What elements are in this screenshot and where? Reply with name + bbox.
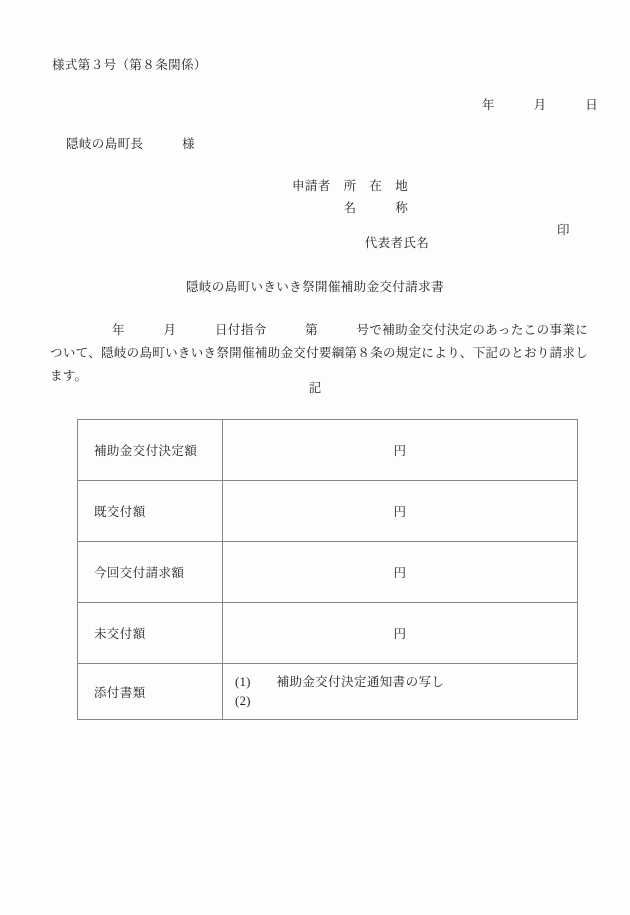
row-label-already-paid-amount: 既交付額 xyxy=(78,481,223,542)
row-label-current-claim-amount: 今回交付請求額 xyxy=(78,542,223,603)
row-value-already-paid-amount[interactable]: 円 xyxy=(223,481,578,542)
row-value-grant-decision-amount[interactable]: 円 xyxy=(223,420,578,481)
row-label-grant-decision-amount: 補助金交付決定額 xyxy=(78,420,223,481)
body-paragraph: 年 月 日付指令 第 号で補助金交付決定のあったこの事業について、隠岐の島町いきいき祭開催補助金交付要綱第８条の規定により、下記のとおり請求します。 xyxy=(50,323,588,384)
row-value-attachments[interactable] xyxy=(223,664,578,720)
row-value-current-claim-amount[interactable]: 円 xyxy=(223,542,578,603)
ki-marker: 記 xyxy=(308,381,322,395)
document-title: 隠岐の島町いきいき祭開催補助金交付請求書 xyxy=(185,280,444,294)
table-row xyxy=(78,481,578,542)
seal-mark-icon: 印 xyxy=(557,223,570,237)
applicant-address-row: 申請者 所 在 地 xyxy=(292,179,409,193)
table-row xyxy=(78,420,578,481)
applicant-block xyxy=(292,179,570,250)
row-value-unpaid-amount[interactable]: 円 xyxy=(223,603,578,664)
attachment-item-2: (2) xyxy=(235,693,251,708)
table-row-attachments xyxy=(78,664,578,720)
table-row xyxy=(78,542,578,603)
applicant-name-row: 名 称 xyxy=(292,201,409,215)
form-number-label: 様式第３号（第８条関係） xyxy=(52,58,207,72)
attachment-item-1: (1) 補助金交付決定通知書の写し xyxy=(235,674,445,689)
applicant-representative-label: 代表者氏名 xyxy=(313,235,430,250)
applicant-representative-row xyxy=(292,223,570,250)
date-fill-in-line: 年 月 日 xyxy=(482,98,599,112)
table-row xyxy=(78,603,578,664)
addressee-line: 隠岐の島町長 様 xyxy=(66,137,196,151)
row-label-attachments: 添付書類 xyxy=(78,664,223,720)
amount-table xyxy=(77,419,578,720)
row-label-unpaid-amount: 未交付額 xyxy=(78,603,223,664)
